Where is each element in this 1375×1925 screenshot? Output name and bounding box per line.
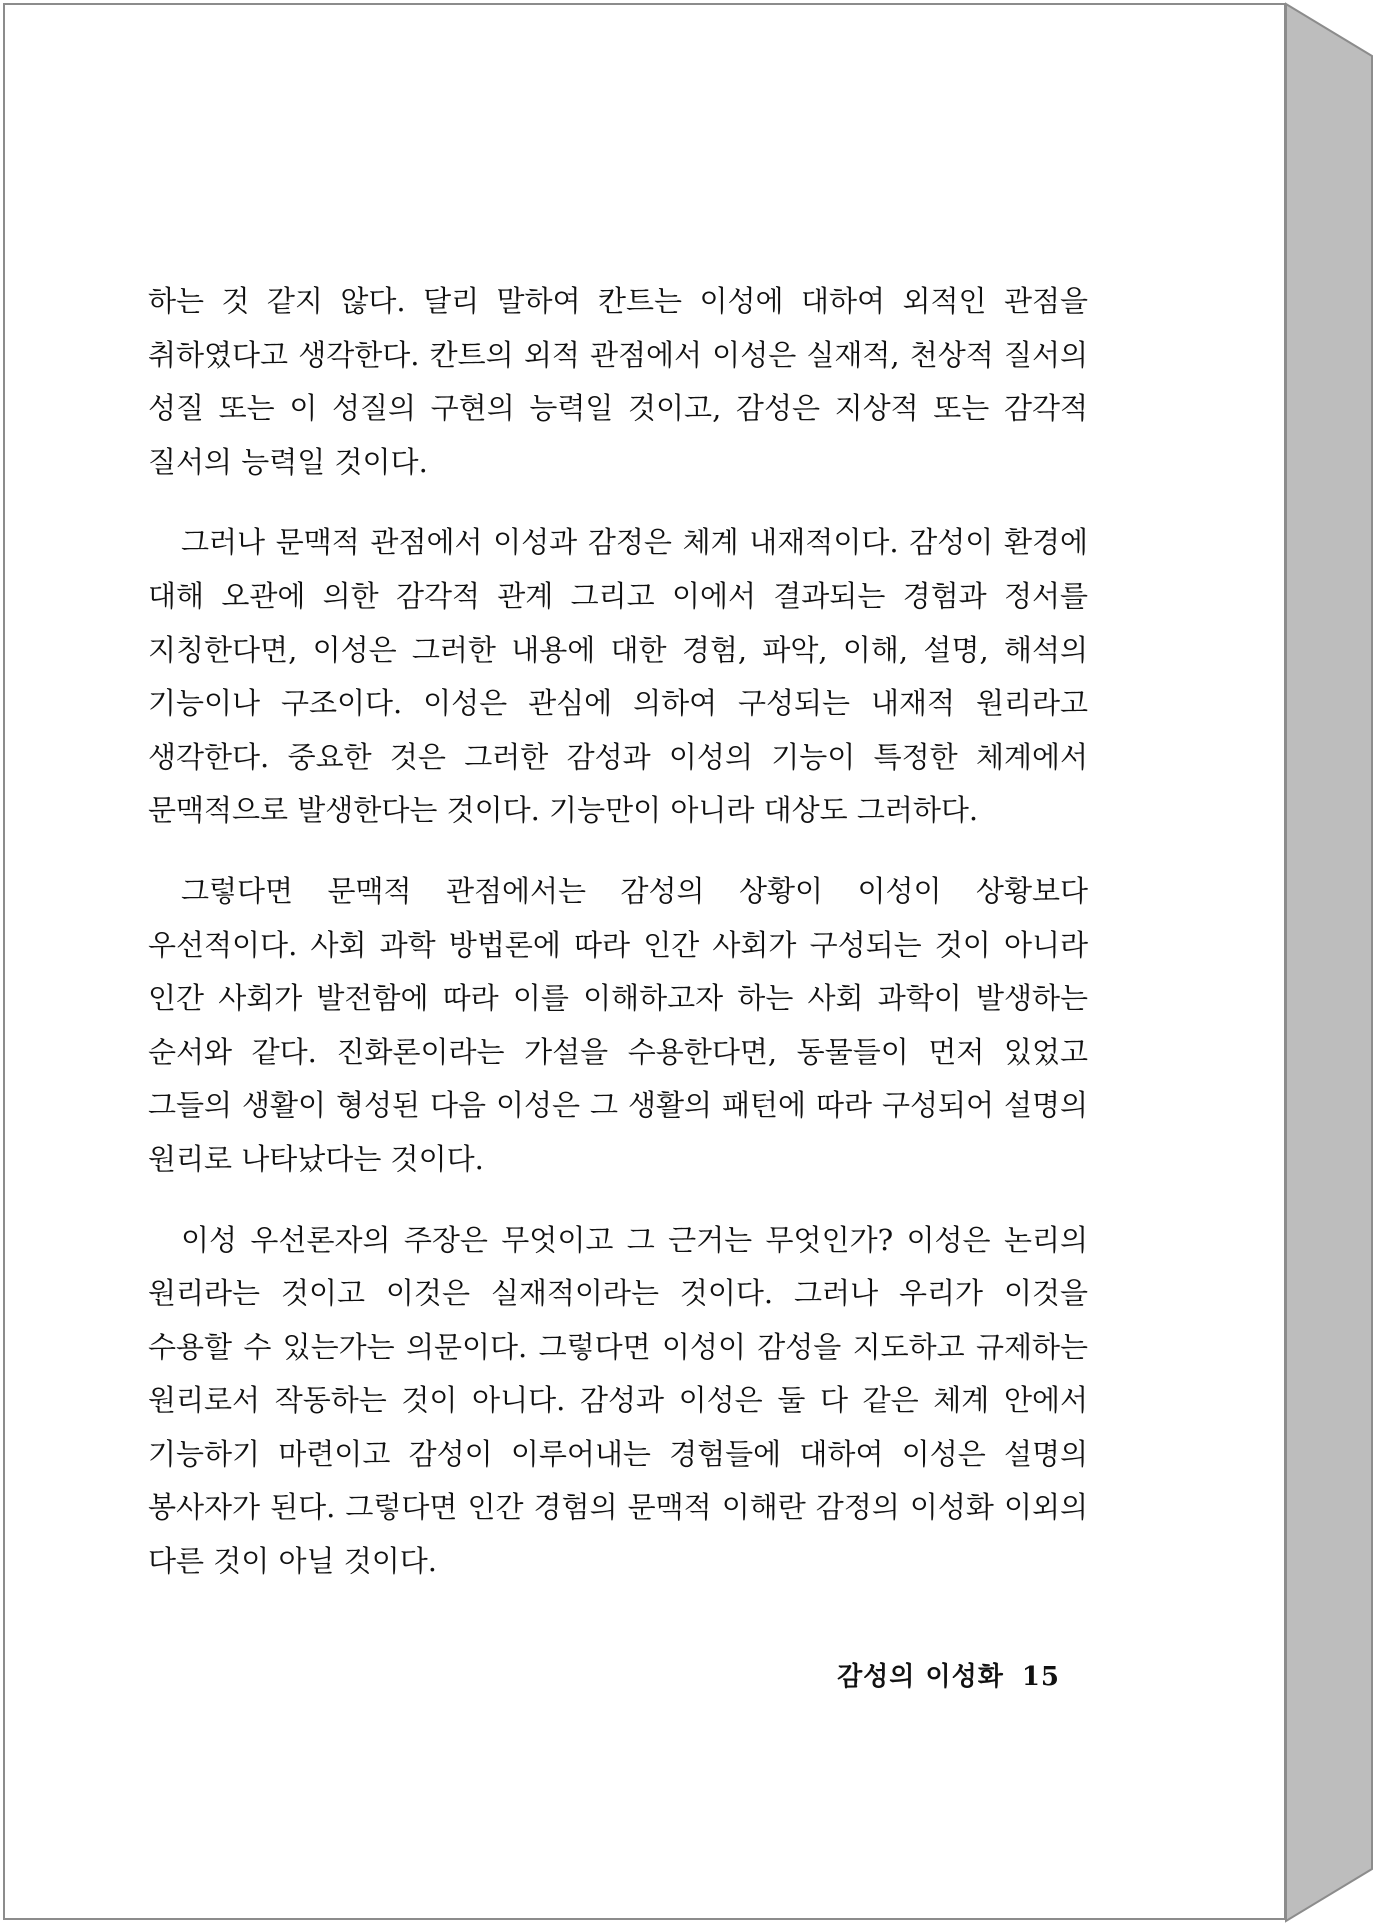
- paragraph-4: 이성 우선론자의 주장은 무엇이고 그 근거는 무엇인가? 이성은 논리의 원리라는 것이고 이것은 실재적이라는 것이다. 그러나 우리가 이것을 수용할 수 있는가는 의문이다. 그렇다면 이성이 감성을 지도하고 규제하는 원리로서 작동하는 것이 아니다. 감성과 이성은 둘 다 같은 체계 안에서 기능하기 마련이고 감성이 이루어내는 경험들에 대하여 이성은 설명의 봉사자가 된다. 그렇다면 인간 경험의 문맥적 이해란 감정의 이성화 이외의 다른 것이 아닐 것이다.: [148, 1222, 1088, 1579]
- paragraph-3: 그렇다면 문맥적 관점에서는 감성의 상황이 이성이 상황보다 우선적이다. 사회 과학 방법론에 따라 인간 사회가 구성되는 것이 아니라 인간 사회가 발전함에 따라 이를 이해하고자 하는 사회 과학이 발생하는 순서와 같다. 진화론이라는 가설을 수용한다면, 동물들이 먼저 있었고 그들의 생활이 형성된 다음 이성은 그 생활의 패턴에 따라 구성되어 설명의 원리로 나타났다는 것이다.: [148, 873, 1088, 1176]
- page-body-text: [148, 275, 1088, 1616]
- book-edge-shape: [1286, 4, 1372, 1921]
- paragraph-2: 그러나 문맥적 관점에서 이성과 감정은 체계 내재적이다. 감성이 환경에 대해 오관에 의한 감각적 관계 그리고 이에서 결과되는 경험과 정서를 지칭한다면, 이성은 그러한 내용에 대한 경험, 파악, 이해, 설명, 해석의 기능이나 구조이다. 이성은 관심에 의하여 구성되는 내재적 원리라고 생각한다. 중요한 것은 그러한 감성과 이성의 기능이 특정한 체계에서 문맥적으로 발생한다는 것이다. 기능만이 아니라 대상도 그러하다.: [148, 525, 1088, 828]
- running-title: 감성의 이성화: [837, 1662, 1004, 1692]
- page-number: 15: [1021, 1662, 1060, 1692]
- paragraph-1: 하는 것 같지 않다. 달리 말하여 칸트는 이성에 대하여 외적인 관점을 취하였다고 생각한다. 칸트의 외적 관점에서 이성은 실재적, 천상적 질서의 성질 또는 이 성질의 구현의 능력일 것이고, 감성은 지상적 또는 감각적 질서의 능력일 것이다.: [148, 284, 1088, 479]
- running-footer: [700, 1656, 1060, 1693]
